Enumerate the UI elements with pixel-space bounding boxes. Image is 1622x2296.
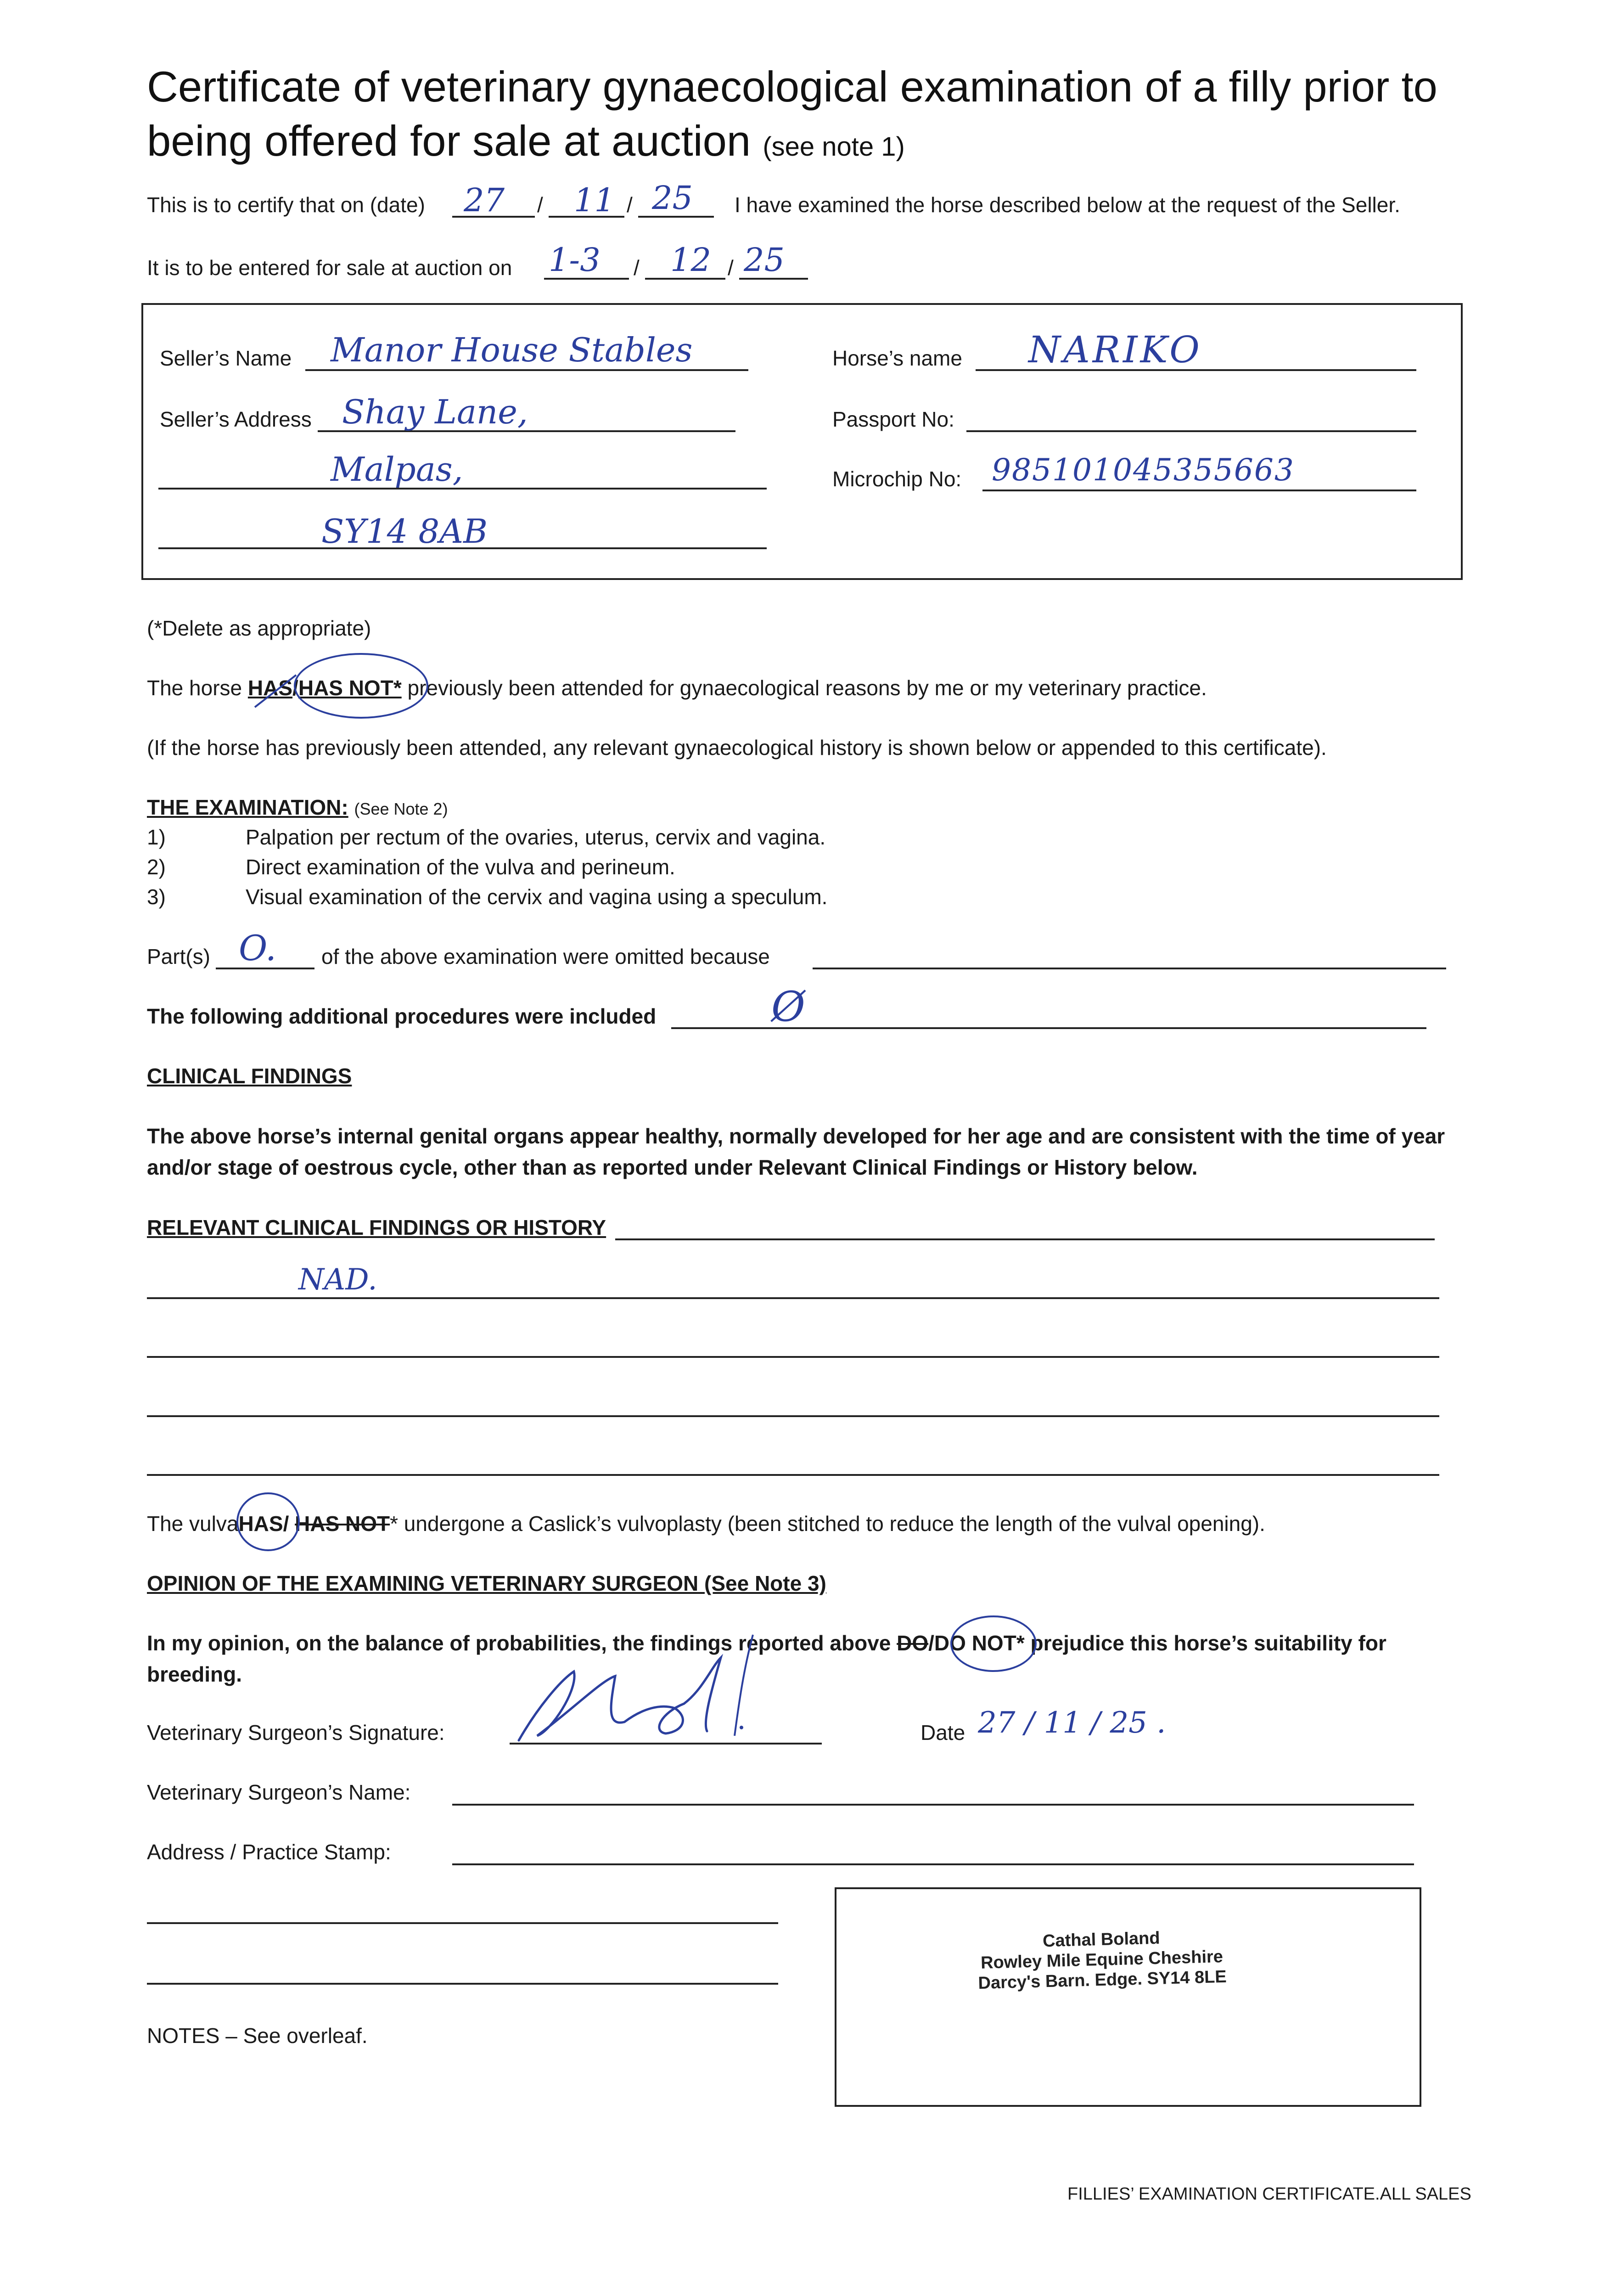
relevant-line-3 [147, 1415, 1439, 1417]
seller-address-2[interactable]: Malpas, [331, 450, 463, 489]
seller-address-label: Seller’s Address [160, 407, 312, 431]
delete-note: (*Delete as appropriate) [147, 616, 371, 640]
relevant-heading: RELEVANT CLINICAL FINDINGS OR HISTORY [147, 1216, 606, 1239]
title-text: Certificate of veterinary gynaecological examination of a filly prior to being offered for sale at auction [147, 62, 1437, 165]
exam-item-2-num: 2) [147, 855, 166, 879]
passport-line [966, 430, 1416, 432]
opinion-text-before: In my opinion, on the balance of probabilities, the findings reported above [147, 1631, 891, 1655]
has-strike-mark [247, 670, 301, 712]
certify-year[interactable]: 25 [652, 179, 693, 217]
practice-stamp-box [835, 1887, 1421, 2107]
seller-address-3[interactable]: SY14 8AB [321, 512, 488, 551]
certify-month[interactable]: 11 [574, 181, 615, 219]
attended-suffix: previously been attended for gynaecological reasons by me or my veterinary practice. [407, 676, 1207, 700]
certificate-title [147, 60, 1501, 174]
parts-prefix: Part(s) [147, 945, 210, 968]
address-line-2 [147, 1922, 778, 1924]
auction-day[interactable]: 1-3 [549, 241, 601, 279]
address-line-3 [147, 1983, 778, 1985]
relevant-line-2 [147, 1356, 1439, 1358]
additional-value[interactable]: Ø [771, 983, 805, 1031]
relevant-line-0 [615, 1238, 1435, 1240]
examination-heading: THE EXAMINATION: [147, 795, 348, 819]
vet-name-line [452, 1804, 1414, 1806]
vet-name-label: Veterinary Surgeon’s Name: [147, 1780, 411, 1804]
auction-sep-2: / [728, 256, 734, 280]
exam-item-3-text: Visual examination of the cervix and vagina using a speculum. [246, 885, 828, 909]
notes-text: NOTES – See overleaf. [147, 2024, 368, 2048]
opinion-text-after: * prejudice this horse’s suitability for [1016, 1631, 1386, 1655]
certify-day[interactable]: 27 [464, 181, 505, 219]
parts-suffix: of the above examination were omitted because [321, 945, 770, 968]
seller-name-line [305, 369, 748, 371]
auction-sep-1: / [634, 256, 640, 280]
relevant-line-1 [147, 1297, 1439, 1299]
history-note: (If the horse has previously been attended, any relevant gynaecological history is shown below or appended to this certificate). [147, 736, 1327, 760]
footer-text: FILLIES’ EXAMINATION CERTIFICATE.ALL SALES [1067, 2184, 1471, 2204]
attended-sep: / [292, 676, 298, 700]
address-stamp-label: Address / Practice Stamp: [147, 1840, 391, 1864]
opinion-heading: OPINION OF THE EXAMINING VETERINARY SURGEON (See Note 3) [147, 1571, 826, 1595]
relevant-line-4 [147, 1474, 1439, 1476]
attended-prefix: The horse [147, 676, 242, 700]
address-stamp-line [452, 1863, 1414, 1865]
exam-item-1-text: Palpation per rectum of the ovaries, uterus, cervix and vagina. [246, 825, 826, 849]
title-note: (see note 1) [763, 132, 905, 162]
microchip-label: Microchip No: [832, 467, 962, 491]
parts-value[interactable]: O. [239, 928, 277, 968]
do-not-circle [950, 1615, 1037, 1672]
attended-has[interactable]: HAS [247, 676, 293, 700]
has-not-circle [294, 653, 428, 719]
vulva-prefix: The vulva [147, 1512, 239, 1536]
vulva-text [147, 1511, 1265, 1536]
sig-date-label: Date [920, 1721, 965, 1745]
vulva-has[interactable]: HAS [238, 1512, 283, 1536]
seller-name-label: Seller’s Name [160, 346, 292, 370]
certify-sep-1: / [537, 193, 543, 217]
stamp-line-1: Cathal Boland [1042, 1928, 1161, 1951]
signature-drawing[interactable] [510, 1653, 748, 1745]
stamp-line-2: Rowley Mile Equine Cheshire [980, 1947, 1224, 1973]
attended-has-not[interactable]: HAS NOT* [298, 676, 402, 700]
auction-year[interactable]: 25 [744, 241, 785, 279]
examination-heading-row [147, 794, 448, 822]
microchip-value[interactable]: 985101045355663 [992, 452, 1295, 488]
vulva-has-circle [236, 1492, 300, 1551]
stamp-line-3: Darcy's Barn. Edge. SY14 8LE [978, 1967, 1227, 1993]
vulva-has-not[interactable]: HAS NOT [295, 1512, 390, 1536]
practice-stamp [871, 1924, 1332, 1996]
opinion-do[interactable]: DO [897, 1631, 929, 1655]
certify-sep-2: / [627, 193, 633, 217]
opinion-sep: / [928, 1631, 934, 1655]
certify-prefix: This is to certify that on (date) [147, 193, 425, 217]
seller-address-1[interactable]: Shay Lane, [342, 393, 528, 431]
certify-suffix: I have examined the horse described below at the request of the Seller. [735, 193, 1400, 217]
auction-month[interactable]: 12 [670, 241, 712, 279]
exam-item-3-num: 3) [147, 885, 166, 909]
opinion-do-not[interactable]: DO NOT [934, 1631, 1016, 1655]
seller-name-value[interactable]: Manor House Stables [331, 331, 693, 369]
vulva-sep: / [283, 1512, 289, 1536]
clinical-statement: The above horse’s internal genital organs appear healthy, normally developed for her age and are consistent with the time of year and/or stage of oestrous cycle, other than as reported under Relevant Clinical Findings or History below. [147, 1124, 1445, 1179]
passport-label: Passport No: [832, 407, 954, 431]
exam-item-2-text: Direct examination of the vulva and perineum. [246, 855, 675, 879]
omitted-reason-line [813, 968, 1446, 969]
opinion-line-2: breeding. [147, 1662, 242, 1686]
clinical-heading: CLINICAL FINDINGS [147, 1064, 352, 1088]
auction-prefix: It is to be entered for sale at auction on [147, 256, 512, 280]
microchip-line [982, 490, 1416, 491]
sig-date-value[interactable]: 27 / 11 / 25 . [978, 1706, 1166, 1740]
additional-label: The following additional procedures were included [147, 1004, 657, 1028]
vulva-suffix: * undergone a Caslick’s vulvoplasty (been stitched to reduce the length of the vulval opening). [390, 1512, 1265, 1536]
relevant-value[interactable]: NAD. [298, 1263, 377, 1297]
examination-heading-note: (See Note 2) [354, 799, 448, 818]
signature-label: Veterinary Surgeon’s Signature: [147, 1721, 445, 1745]
exam-item-1-num: 1) [147, 825, 166, 849]
horse-name-label: Horse’s name [832, 346, 962, 370]
horse-name-value[interactable]: NARIKO [1028, 328, 1202, 371]
